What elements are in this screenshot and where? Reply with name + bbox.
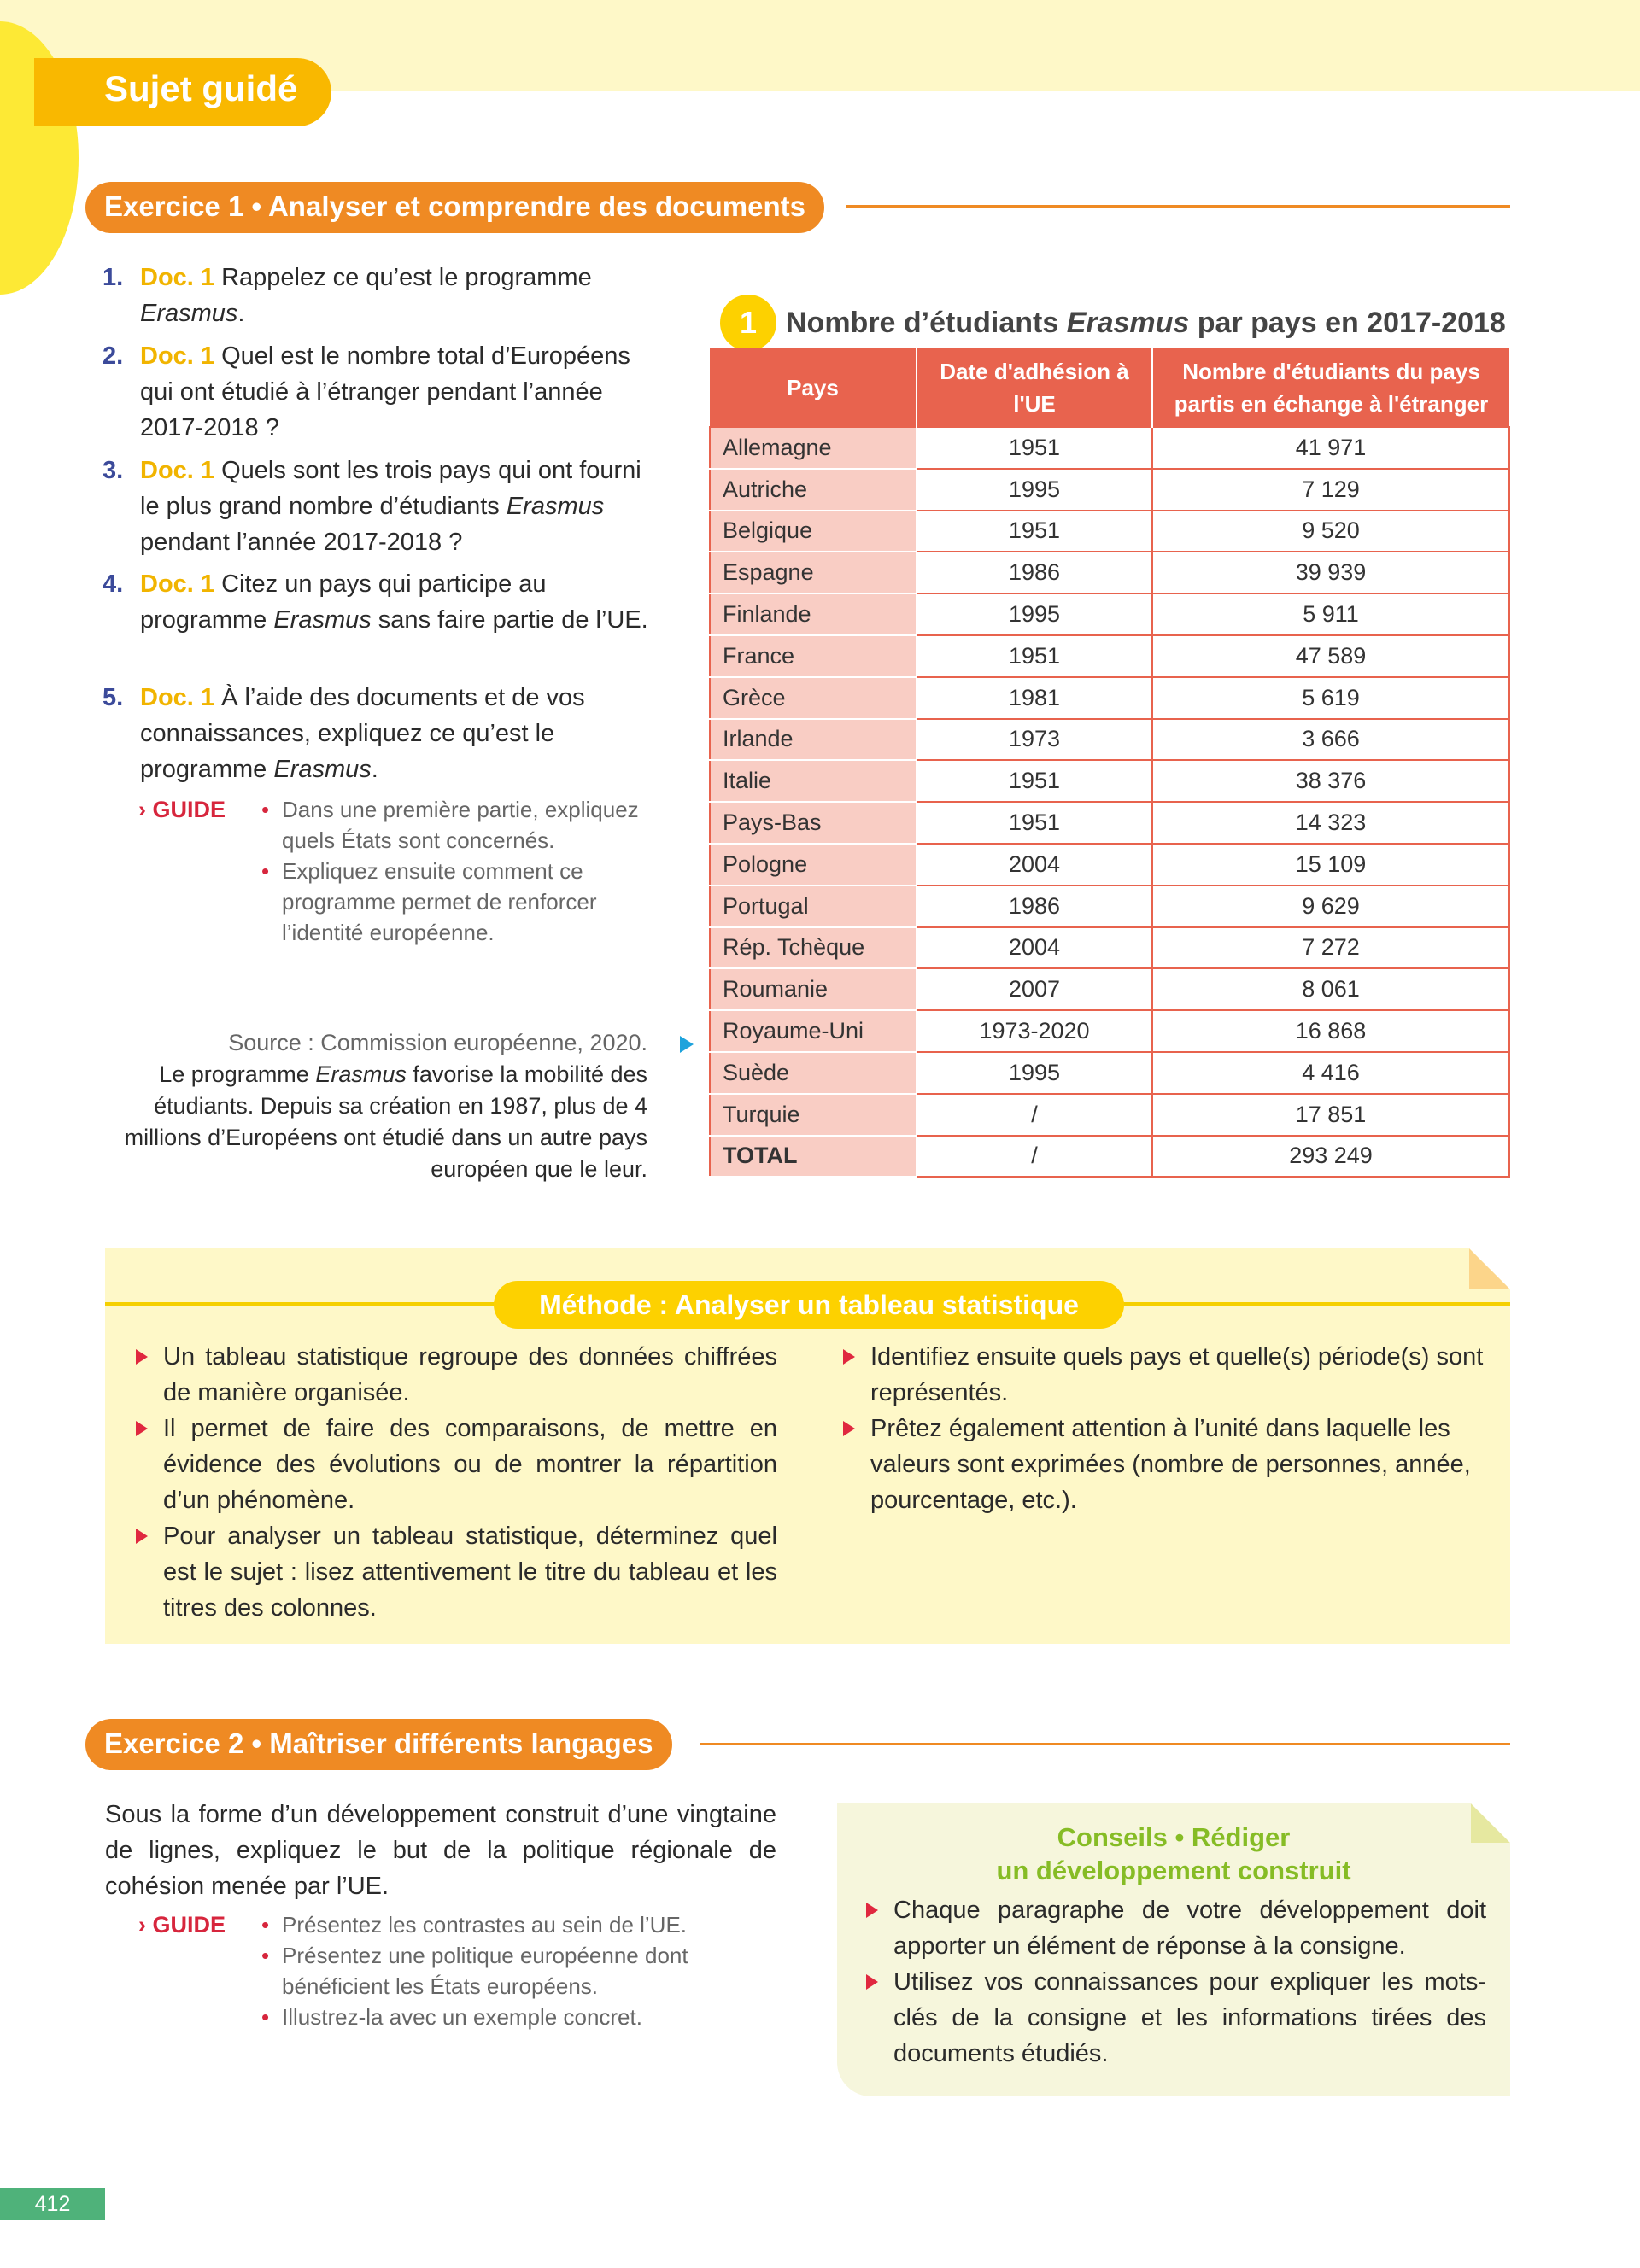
question-item [102, 260, 649, 331]
question-item [102, 680, 649, 787]
cell-date: / [917, 1136, 1152, 1178]
guide-item: • Dans une première partie, expliquez quels États sont concernés. [261, 794, 651, 856]
guide-item: • Présentez les contrastes au sein de l’UE. [261, 1909, 753, 1940]
question-item [102, 566, 649, 638]
cell-date: 1986 [917, 886, 1152, 927]
cell-date: 1951 [917, 635, 1152, 677]
cell-country: Finlande [710, 593, 917, 635]
cell-country: Italie [710, 760, 917, 802]
question-text: Quel est le nombre total d’Européens qui ont étudié à l’étranger pendant l’année 2017-2018 ? [140, 342, 630, 441]
cell-students: 9 629 [1152, 886, 1509, 927]
question-text: Quels sont les trois pays qui ont fourni le plus grand nombre d’étudiants [140, 457, 641, 520]
doc-caption: Le programme Erasmus favorise la mobilité des étudiants. Depuis sa création en 1987, plus de 4 millions d’Européens ont étudié dans un autre pays européen que le leur. [124, 1061, 647, 1182]
method-item: Un tableau statistique regroupe des données chiffrées de manière organisée. [132, 1339, 777, 1411]
tips-subtitle: un développement construit [996, 1856, 1351, 1885]
table-row [710, 1010, 1509, 1052]
question-text: Rappelez ce qu’est le programme [221, 264, 592, 291]
cell-country: France [710, 635, 917, 677]
question-emphasis: Erasmus [273, 756, 372, 783]
question-emphasis: Erasmus [506, 493, 605, 520]
tips-list [863, 1892, 1486, 2072]
question-text-end: pendant l’année 2017-2018 ? [140, 529, 463, 556]
cell-country: Belgique [710, 511, 917, 552]
tips-box [837, 1803, 1510, 2096]
question-text-end: . [237, 300, 245, 327]
doc-reference: Doc. 1 [140, 570, 215, 598]
exercise-2-title: Exercice 2 • Maîtriser différents langages [85, 1719, 672, 1770]
cell-country: Portugal [710, 886, 917, 927]
guide-2 [138, 1909, 753, 2032]
table-row [710, 719, 1509, 761]
cell-country: Roumanie [710, 968, 917, 1010]
table-row [710, 552, 1509, 593]
question-number: 1. [102, 264, 124, 291]
page-fold [1471, 1803, 1510, 1843]
guide-item: • Expliquez ensuite comment ce programme permet de renforcer l’identité européenne. [261, 856, 651, 948]
guide-label: › GUIDE [138, 797, 226, 822]
cell-students: 4 416 [1152, 1052, 1509, 1094]
page-number: 412 [0, 2188, 105, 2220]
question-text-end: sans faire partie de l’UE. [371, 606, 648, 634]
cell-date: 1981 [917, 677, 1152, 719]
method-item: Il permet de faire des comparaisons, de mettre en évidence des évolutions ou de montrer la répartition d’un phénomène. [132, 1411, 777, 1518]
doc-reference: Doc. 1 [140, 264, 215, 291]
divider [846, 205, 1510, 208]
cell-country: Grèce [710, 677, 917, 719]
cell-students: 9 520 [1152, 511, 1509, 552]
table-row [710, 802, 1509, 844]
cell-country: Turquie [710, 1094, 917, 1136]
cell-country: TOTAL [710, 1136, 917, 1178]
cell-date: 1986 [917, 552, 1152, 593]
table-row [710, 968, 1509, 1010]
exercise-2-prompt: Sous la forme d’un développement construit d’une vingtaine de lignes, expliquez le but de la politique régionale de cohésion menée par l’UE. [105, 1801, 776, 1900]
fold-corner [1469, 1248, 1510, 1289]
col-header-date: Date d'adhésion à l'UE [917, 348, 1152, 427]
exercise-1-title: Exercice 1 • Analyser et comprendre des documents [85, 182, 824, 233]
doc-reference: Doc. 1 [140, 342, 215, 370]
table-row [710, 677, 1509, 719]
cell-date: 1995 [917, 593, 1152, 635]
col-header-country: Pays [710, 348, 917, 427]
cell-country: Pays-Bas [710, 802, 917, 844]
divider [700, 1743, 1510, 1745]
cell-country: Royaume-Uni [710, 1010, 917, 1052]
cell-students: 8 061 [1152, 968, 1509, 1010]
cell-students: 38 376 [1152, 760, 1509, 802]
guide-item: • Présentez une politique européenne dont bénéficient les États européens. [261, 1940, 753, 2002]
col-header-students: Nombre d'étudiants du pays partis en échange à l'étranger [1152, 348, 1509, 427]
table-row [710, 927, 1509, 969]
method-item: Pour analyser un tableau statistique, déterminez quel est le sujet : lisez attentivement le titre du tableau et les titres des colonnes. [132, 1518, 777, 1626]
cell-date: 2007 [917, 968, 1152, 1010]
cell-date: 1951 [917, 511, 1152, 552]
cell-country: Irlande [710, 719, 917, 761]
cell-students: 14 323 [1152, 802, 1509, 844]
cell-date: 1995 [917, 1052, 1152, 1094]
cell-country: Pologne [710, 844, 917, 886]
table-row [710, 469, 1509, 511]
question-number: 5. [102, 684, 124, 711]
cell-date: 1973 [917, 719, 1152, 761]
method-item: Identifiez ensuite quels pays et quelle(s) période(s) sont représentés. [840, 1339, 1489, 1411]
table-row [710, 511, 1509, 552]
cell-date: 1951 [917, 760, 1152, 802]
table-row [710, 1094, 1509, 1136]
cell-date: 1995 [917, 469, 1152, 511]
table-row [710, 1052, 1509, 1094]
question-text-end: . [371, 756, 378, 783]
pointer-arrow-icon [680, 1036, 694, 1053]
guide-item: • Illustrez-la avec un exemple concret. [261, 2002, 753, 2032]
cell-students: 5 911 [1152, 593, 1509, 635]
table-row [710, 1136, 1509, 1178]
table-row [710, 886, 1509, 927]
table-row [710, 635, 1509, 677]
doc-number-badge: 1 [720, 295, 776, 351]
cell-students: 39 939 [1152, 552, 1509, 593]
cell-date: 1973-2020 [917, 1010, 1152, 1052]
cell-students: 16 868 [1152, 1010, 1509, 1052]
cell-students: 41 971 [1152, 427, 1509, 469]
doc-title: Nombre d’étudiants Erasmus par pays en 2017-2018 [786, 307, 1506, 339]
cell-country: Allemagne [710, 427, 917, 469]
cell-students: 47 589 [1152, 635, 1509, 677]
question-number: 4. [102, 570, 124, 598]
question-text: Citez un pays qui participe au programme [140, 570, 547, 634]
guide-1 [138, 794, 651, 948]
tips-title: Conseils • Rédiger [1057, 1822, 1291, 1852]
guide-label: › GUIDE [138, 1912, 226, 1938]
cell-date: / [917, 1094, 1152, 1136]
table-row [710, 844, 1509, 886]
question-emphasis: Erasmus [273, 606, 372, 634]
erasmus-table [709, 348, 1510, 1178]
cell-students: 7 272 [1152, 927, 1509, 969]
question-item [102, 338, 649, 446]
cell-country: Suède [710, 1052, 917, 1094]
cell-country: Espagne [710, 552, 917, 593]
cell-students: 3 666 [1152, 719, 1509, 761]
method-title: Méthode : Analyser un tableau statistique [494, 1281, 1124, 1329]
method-left-list [132, 1339, 777, 1626]
question-number: 2. [102, 342, 124, 370]
cell-country: Rép. Tchèque [710, 927, 917, 969]
cell-date: 1951 [917, 802, 1152, 844]
question-number: 3. [102, 457, 124, 484]
section-badge: Sujet guidé [34, 58, 331, 126]
question-item [102, 453, 649, 560]
cell-date: 1951 [917, 427, 1152, 469]
source: Source : Commission européenne, 2020. [228, 1030, 647, 1055]
method-item: Prêtez également attention à l’unité dans laquelle les valeurs sont exprimées (nombre de personnes, année, pourcentage, etc.). [840, 1411, 1489, 1518]
cell-students: 15 109 [1152, 844, 1509, 886]
tip-item: Utilisez vos connaissances pour expliquer les mots-clés de la consigne et les informations tirées des documents étudiés. [863, 1964, 1486, 2072]
cell-date: 2004 [917, 927, 1152, 969]
question-text: À l’aide des documents et de vos connaissances, expliquez ce qu’est le programme [140, 684, 585, 783]
table-row [710, 427, 1509, 469]
cell-students: 5 619 [1152, 677, 1509, 719]
cell-country: Autriche [710, 469, 917, 511]
tip-item: Chaque paragraphe de votre développement doit apporter un élément de réponse à la consigne. [863, 1892, 1486, 1964]
cell-students: 293 249 [1152, 1136, 1509, 1178]
cell-students: 7 129 [1152, 469, 1509, 511]
question-emphasis: Erasmus [140, 300, 238, 327]
table-row [710, 593, 1509, 635]
cell-date: 2004 [917, 844, 1152, 886]
doc-reference: Doc. 1 [140, 684, 215, 711]
method-right-list [840, 1339, 1489, 1518]
table-row [710, 760, 1509, 802]
cell-students: 17 851 [1152, 1094, 1509, 1136]
doc-reference: Doc. 1 [140, 457, 215, 484]
